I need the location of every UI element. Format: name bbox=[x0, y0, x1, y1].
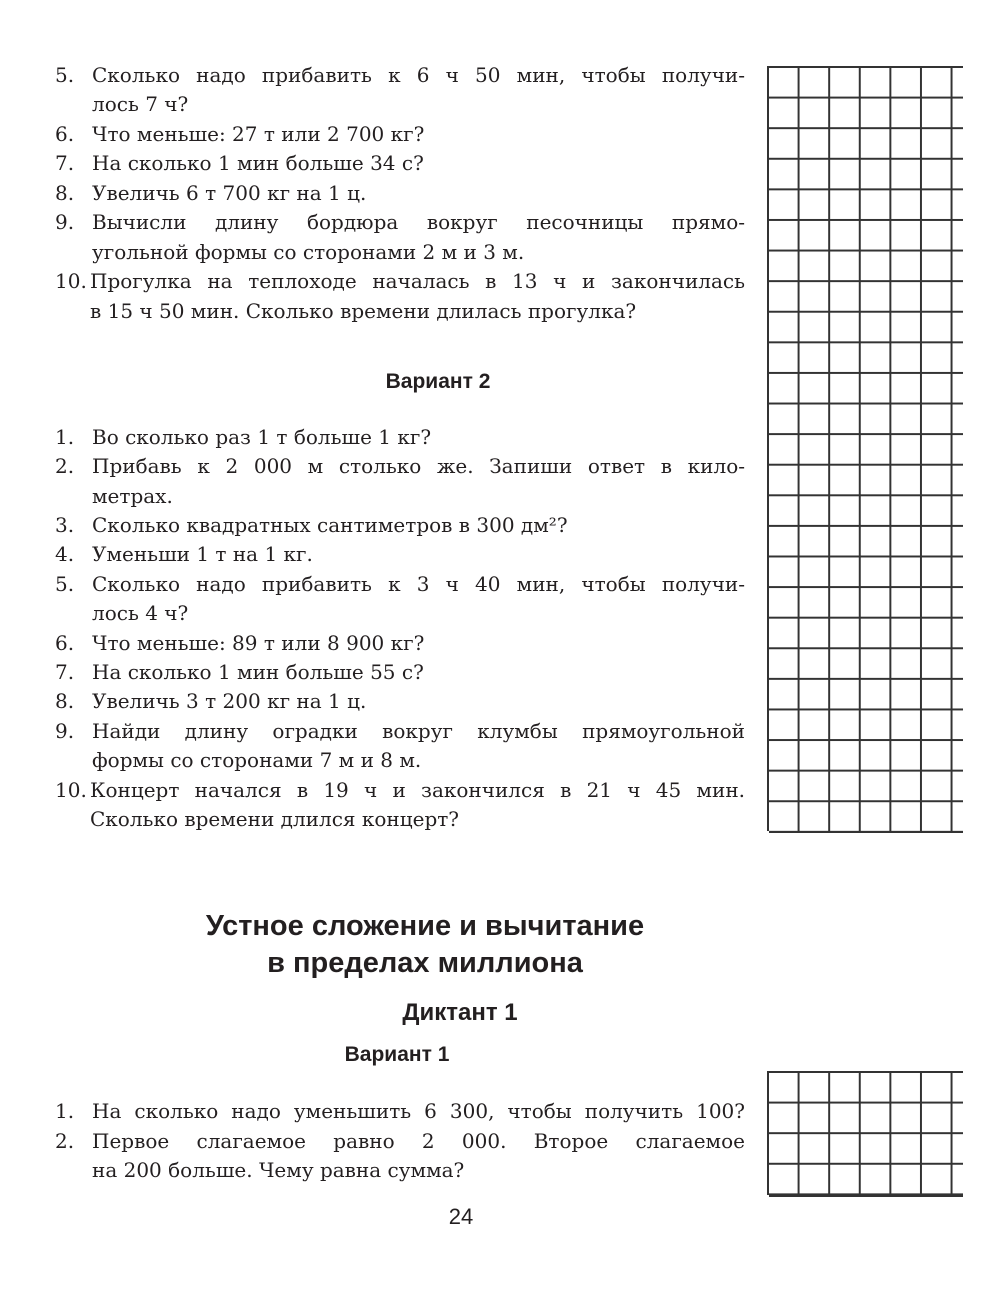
task-number: 10. bbox=[55, 778, 87, 802]
task-item bbox=[55, 207, 745, 237]
answer-grid bbox=[767, 66, 963, 831]
task-text: На сколько надо уменьшить 6 300, чтобы получить 100? bbox=[92, 1099, 745, 1123]
answer-grid bbox=[767, 1071, 963, 1195]
task-item-cont bbox=[55, 745, 745, 775]
task-number: 10. bbox=[55, 269, 87, 293]
task-number: 2. bbox=[55, 1129, 75, 1153]
task-text: на 200 больше. Чему равна сумма? bbox=[92, 1158, 465, 1182]
task-item bbox=[55, 266, 745, 296]
page-number: 24 bbox=[448, 1204, 474, 1229]
chapter-title-line-2: в пределах миллиона bbox=[267, 947, 583, 979]
task-item bbox=[55, 686, 745, 716]
task-number: 7. bbox=[55, 151, 75, 175]
task-number: 5. bbox=[55, 63, 75, 87]
task-item bbox=[55, 119, 745, 149]
task-item bbox=[55, 716, 745, 746]
task-text: Во сколько раз 1 т больше 1 кг? bbox=[92, 425, 432, 449]
task-item bbox=[55, 178, 745, 208]
task-text: Сколько квадратных сантиметров в 300 дм²? bbox=[92, 513, 568, 537]
task-item bbox=[55, 422, 745, 452]
task-text: Увеличь 3 т 200 кг на 1 ц. bbox=[92, 689, 367, 713]
task-item bbox=[55, 1096, 745, 1126]
task-number: 1. bbox=[55, 425, 75, 449]
task-item-cont bbox=[55, 237, 745, 267]
task-number: 2. bbox=[55, 454, 75, 478]
chapter-title-line-1: Устное сложение и вычитание bbox=[205, 910, 645, 942]
task-text: Найди длину оградки вокруг клумбы прямоугольной bbox=[92, 719, 745, 743]
task-number: 9. bbox=[55, 719, 75, 743]
task-item-cont bbox=[55, 89, 745, 119]
task-number: 5. bbox=[55, 572, 75, 596]
task-text: Вычисли длину бордюра вокруг песочницы прямо- bbox=[92, 210, 745, 234]
task-text: На сколько 1 мин больше 55 с? bbox=[92, 660, 424, 684]
task-text: Уменьши 1 т на 1 кг. bbox=[92, 542, 313, 566]
task-number: 8. bbox=[55, 181, 75, 205]
task-item-cont bbox=[55, 296, 745, 326]
variant-1-heading: Вариант 1 bbox=[344, 1043, 450, 1066]
task-text: лось 7 ч? bbox=[92, 92, 189, 116]
task-item-cont bbox=[55, 804, 745, 834]
task-item bbox=[55, 148, 745, 178]
task-text: Первое слагаемое равно 2 000. Второе слагаемое bbox=[92, 1129, 745, 1153]
task-item bbox=[55, 775, 745, 805]
task-item bbox=[55, 539, 745, 569]
task-item bbox=[55, 569, 745, 599]
task-item-cont bbox=[55, 1155, 745, 1185]
task-text: Сколько времени длился концерт? bbox=[90, 807, 460, 831]
task-text: Увеличь 6 т 700 кг на 1 ц. bbox=[92, 181, 367, 205]
task-text: Сколько надо прибавить к 3 ч 40 мин, чтобы получи- bbox=[92, 572, 745, 596]
task-item bbox=[55, 451, 745, 481]
task-item bbox=[55, 510, 745, 540]
task-text: Сколько надо прибавить к 6 ч 50 мин, чтобы получи- bbox=[92, 63, 745, 87]
task-item bbox=[55, 657, 745, 687]
task-text: Прибавь к 2 000 м столько же. Запиши ответ в кило- bbox=[92, 454, 745, 478]
task-text: метрах. bbox=[92, 484, 173, 508]
task-number: 1. bbox=[55, 1099, 75, 1123]
task-text: Концерт начался в 19 ч и закончился в 21 ч 45 мин. bbox=[90, 778, 745, 802]
variant-2-heading: Вариант 2 bbox=[385, 370, 491, 393]
task-text: угольной формы со сторонами 2 м и 3 м. bbox=[92, 240, 525, 264]
task-text: лось 4 ч? bbox=[92, 601, 189, 625]
task-number: 6. bbox=[55, 631, 75, 655]
task-text: в 15 ч 50 мин. Сколько времени длилась прогулка? bbox=[90, 299, 637, 323]
task-text: Что меньше: 27 т или 2 700 кг? bbox=[92, 122, 425, 146]
task-text: Прогулка на теплоходе началась в 13 ч и закончилась bbox=[90, 269, 745, 293]
task-number: 4. bbox=[55, 542, 75, 566]
task-number: 8. bbox=[55, 689, 75, 713]
task-item bbox=[55, 1126, 745, 1156]
task-number: 7. bbox=[55, 660, 75, 684]
task-number: 3. bbox=[55, 513, 75, 537]
task-number: 9. bbox=[55, 210, 75, 234]
task-item bbox=[55, 628, 745, 658]
task-number: 6. bbox=[55, 122, 75, 146]
task-text: На сколько 1 мин больше 34 с? bbox=[92, 151, 424, 175]
task-item-cont bbox=[55, 481, 745, 511]
task-text: Что меньше: 89 т или 8 900 кг? bbox=[92, 631, 425, 655]
task-item-cont bbox=[55, 598, 745, 628]
dictation-heading: Диктант 1 bbox=[402, 999, 518, 1026]
task-text: формы со сторонами 7 м и 8 м. bbox=[92, 748, 422, 772]
task-item bbox=[55, 60, 745, 90]
